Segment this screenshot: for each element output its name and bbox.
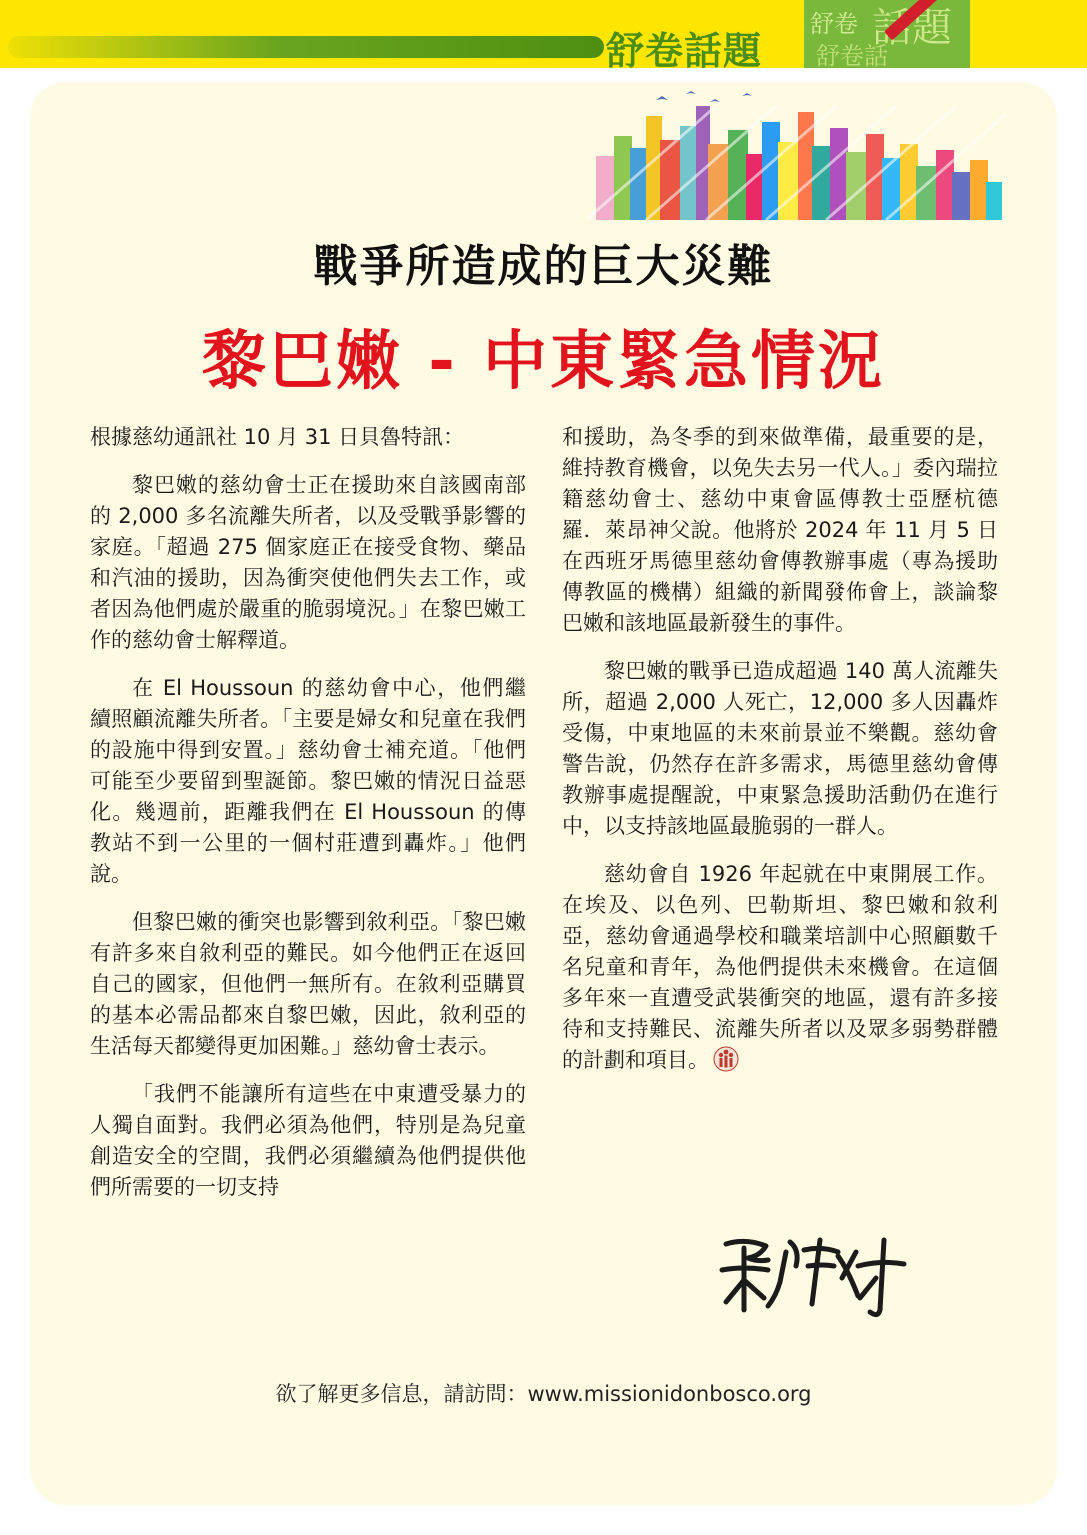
header-stripe bbox=[8, 36, 604, 58]
badge-text-1: 舒卷 bbox=[810, 10, 858, 38]
article-paragraph-2: 在 El Houssoun 的慈幼會中心，他們繼續照顧流離失所者。「主要是婦女和兒童在我們的設施中得到安置。」慈幼會士補充道。「他們可能至少要留到聖誕節。黎巴嫩的情況日益惡化。幾週前，距離我們在 El Houssoun 的傳教站不到一公里的一個村莊遭到轟炸。」他們說。 bbox=[90, 676, 526, 886]
article-paragraph-5: 黎巴嫩的戰爭已造成超過 140 萬人流離失所，超過 2,000 人死亡，12,000 多人因轟炸受傷，中東地區的未來前景並不樂觀。慈幼會警告說，仍然存在許多需求，馬德里慈幼會傳教辦事處提醒說，中東緊急援助活動仍在進行中，以支持該地區最脆弱的一群人。 bbox=[562, 659, 998, 838]
header-bar bbox=[0, 0, 1087, 73]
badge-text-2: 話題 bbox=[872, 5, 952, 51]
article-paragraph-3: 但黎巴嫩的衝突也影響到敘利亞。「黎巴嫩有許多來自敘利亞的難民。如今他們正在返回自己的國家，但他們一無所有。在敘利亞購買的基本必需品都來自黎巴嫩，因此，敘利亞的生活每天都變得更加困難。」慈幼會士表示。 bbox=[90, 910, 526, 1058]
article-column-right bbox=[562, 422, 998, 1093]
article-column-left bbox=[90, 422, 526, 1220]
section-label: 舒卷話題 bbox=[606, 29, 763, 73]
article-paragraph-4-continued: 和援助，為冬季的到來做準備，最重要的是，維持教育機會，以免失去另一代人。」委內瑞拉籍慈幼會士、慈幼中東會區傳教士亞歷杭德羅．萊昂神父說。他將於 2024 年 11 月 5 日在西班牙馬德里慈幼會傳教辦事處（專為援助傳教區的機構）組織的新聞發佈會上，談論黎巴嫩和該地區最新發生的事件。 bbox=[562, 425, 998, 635]
article-paragraph-6-wrap bbox=[562, 859, 998, 1076]
footer-more-info: 欲了解更多信息，請訪問：www.missionidonbosco.org bbox=[275, 1382, 812, 1406]
city-skyline-illustration bbox=[586, 86, 1006, 220]
article-dateline: 根據慈幼通訊社 10 月 31 日貝魯特訊： bbox=[90, 425, 465, 449]
section-badge bbox=[804, 0, 970, 68]
article-subtitle: 黎巴嫩 - 中東緊急情況 bbox=[201, 325, 886, 399]
article-paragraph-4-start: 「我們不能讓所有這些在中東遭受暴力的人獨自面對。我們必須為他們，特別是為兒童創造安全的空間，我們必須繼續為他們提供他們所需要的一切支持 bbox=[90, 1082, 526, 1199]
author-signature bbox=[708, 1222, 918, 1322]
salesian-logo-icon bbox=[713, 1046, 739, 1072]
article-paragraph-6: 慈幼會自 1926 年起就在中東開展工作。在埃及、以色列、巴勒斯坦、黎巴嫩和敘利亞，慈幼會通過學校和職業培訓中心照顧數千名兒童和青年，為他們提供未來機會。在這個多年來一直遭受武裝衝突的地區，還有許多接待和支持難民、流離失所者以及眾多弱勢群體的計劃和項目。 bbox=[562, 862, 998, 1072]
article-paragraph-1: 黎巴嫩的慈幼會士正在援助來自該國南部的 2,000 多名流離失所者，以及受戰爭影響的家庭。「超過 275 個家庭正在接受食物、藥品和汽油的援助，因為衝突使他們失去工作，或者因為他們處於嚴重的脆弱境況。」在黎巴嫩工作的慈幼會士解釋道。 bbox=[90, 473, 526, 652]
badge-text-3: 舒卷話 bbox=[816, 42, 888, 68]
article-title: 戰爭所造成的巨大災難 bbox=[313, 241, 774, 292]
